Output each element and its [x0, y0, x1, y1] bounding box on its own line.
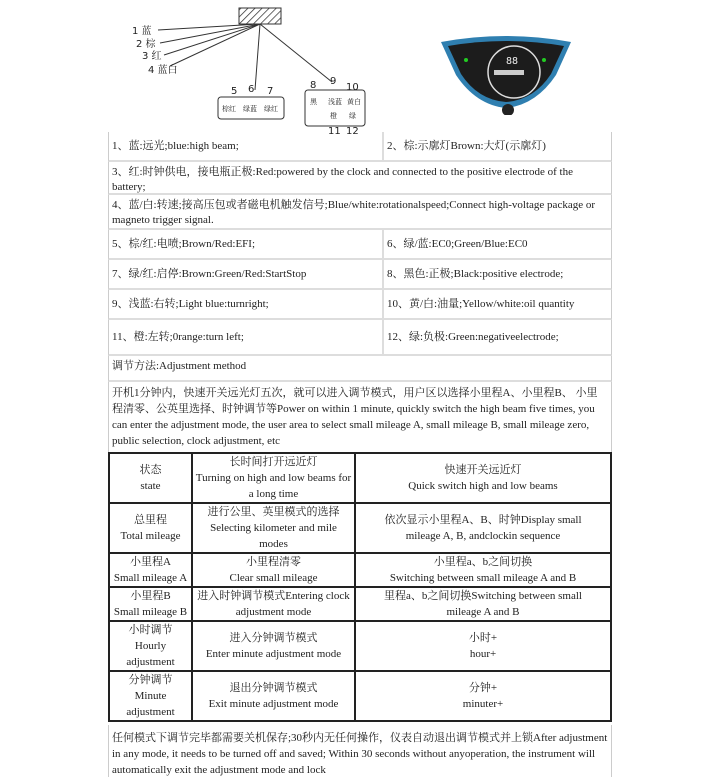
- table-row: [109, 503, 611, 553]
- text: 进入时钟调节模式Entering clock: [197, 590, 350, 602]
- adjust-intro: 开机1分钟内，快速开关远光灯五次，就可以进入调节模式，用户区以选择小里程A、小里程B、 小里程清零、公英里选择、时钟调节等Power on within 1 minute, quickly switch the high beam five times, you can enter the adjustment mode, the user area to select small mileage A, small mileage B, small mileage zero, public selection, clock adjustment, etc: [112, 387, 598, 447]
- wire-row: [108, 320, 612, 356]
- text: 6、绿/蓝:EC0;Green/Blue:EC0: [387, 237, 528, 250]
- text: mileage A and B: [446, 606, 520, 618]
- table-row: [109, 621, 611, 671]
- adjust-title: 调节方法:Adjustment method: [112, 360, 247, 372]
- text: 2、棕:示廓灯Brown:大灯(示廓灯): [387, 139, 546, 152]
- text: 5、棕/红:电喷;Brown/Red:EFI;: [109, 230, 384, 258]
- text: adjustment mode: [235, 606, 312, 618]
- wire-row: [108, 132, 612, 162]
- footer-note: 任何模式下调节完毕都需要关机保存;30秒内无任何操作，仪表自动退出调节模式并上锁After adjustment in any mode, it needs to be turned off and saved; Within 30 seconds without anyoperation, the instrument will automatically exit the adjustment mode and lock: [112, 732, 608, 776]
- wire-row: [108, 290, 612, 320]
- text: 状态: [139, 464, 162, 476]
- text: 小里程a、b之间切换: [433, 556, 533, 568]
- text: 小里程A: [130, 556, 171, 568]
- text: Quick switch high and low beams: [408, 480, 558, 492]
- wire-label: 3 红: [142, 51, 162, 62]
- text: Small mileage B: [113, 606, 188, 618]
- text: 6: [248, 84, 255, 95]
- table-row: [109, 553, 611, 587]
- text: Minute adjustment: [126, 690, 175, 718]
- text: Total mileage: [120, 530, 181, 542]
- text: 依次显示小里程A、B、时钟Display small: [384, 514, 582, 526]
- text: Switching between small mileage A and B: [389, 572, 577, 584]
- text: 退出分钟调节模式: [229, 682, 318, 694]
- text: 4、蓝/白:转速;接高压包或者磁电机触发信号;Blue/white:rotationalspeed;Connect high-voltage package or magneto trigger signal.: [112, 199, 595, 226]
- text: 9、浅蓝:右转;Light blue:turnright;: [109, 290, 384, 318]
- text: Clear small mileage: [229, 572, 318, 584]
- table-row: [109, 671, 611, 721]
- text: Exit minute adjustment mode: [208, 698, 339, 710]
- text: minuter+: [462, 698, 504, 710]
- text: 绿红: [264, 105, 278, 113]
- text: Hourly adjustment: [126, 640, 175, 668]
- text: 绿: [349, 112, 356, 120]
- text: 3、红:时钟供电，接电瓶正极:Red:powered by the clock and connected to the positive electrode of the battery;: [112, 166, 573, 193]
- text: 棕红: [222, 105, 236, 113]
- text: 黑: [310, 98, 317, 106]
- text: 绿蓝: [243, 105, 257, 113]
- wiring-diagram: [100, 0, 400, 135]
- text: mileage A, B, andclockin sequence: [405, 530, 561, 542]
- text: state: [140, 480, 161, 492]
- text: 88: [506, 56, 519, 67]
- text: 小里程清零: [246, 556, 301, 568]
- text: 12、绿:负极:Green:negativeelectrode;: [387, 330, 559, 343]
- text: 8、黑色:正极;Black:positive electrode;: [387, 267, 564, 280]
- text: 10、黄/白:油量;Yellow/white:oil quantity: [387, 297, 575, 310]
- adjustment-table: [108, 452, 612, 722]
- text: 8: [310, 80, 317, 91]
- table-header-row: [109, 453, 611, 503]
- text: 进入分钟调节模式: [229, 632, 318, 644]
- text: 7、绿/红:启停:Brown:Green/Red:StartStop: [109, 260, 384, 288]
- text: 黄白: [347, 98, 361, 106]
- wire-label: 2 棕: [136, 39, 156, 50]
- text: 里程a、b之间切换Switching between small: [384, 590, 582, 602]
- text: 总里程: [134, 514, 167, 526]
- text: 11、橙:左转;0range:turn left;: [109, 320, 384, 354]
- table-row: [109, 587, 611, 621]
- text: 小里程B: [130, 590, 171, 602]
- text: 7: [267, 86, 274, 97]
- text: Turning on high and low beams for a long time: [195, 472, 352, 500]
- wire-label: 1 蓝: [132, 26, 152, 37]
- text: Small mileage A: [113, 572, 188, 584]
- text: 长时间打开远近灯: [229, 456, 318, 468]
- text: 10: [346, 82, 359, 93]
- text: hour+: [469, 648, 497, 660]
- text: 分钟+: [468, 682, 498, 694]
- text: 分钟调节: [128, 674, 173, 686]
- text: 小时调节: [128, 624, 173, 636]
- text: 12: [346, 126, 359, 135]
- spec-sheet: [108, 132, 612, 777]
- text: 1、蓝:远光;blue:high beam;: [109, 132, 384, 160]
- text: 进行公里、英里模式的选择: [207, 506, 340, 518]
- text: 11: [328, 126, 341, 135]
- wire-row: [108, 195, 612, 230]
- dashboard-gauge-image: [436, 30, 576, 115]
- wire-row: [108, 260, 612, 290]
- text: 9: [330, 76, 337, 87]
- text: 小时+: [468, 632, 498, 644]
- text: 5: [231, 86, 238, 97]
- wire-row: [108, 230, 612, 260]
- text: Enter minute adjustment mode: [205, 648, 342, 660]
- text: 浅蓝: [328, 98, 342, 106]
- wire-label: 4 蓝白: [148, 65, 178, 76]
- wire-row: [108, 162, 612, 195]
- text: 快速开关远近灯: [444, 464, 522, 476]
- text: 橙: [330, 112, 337, 120]
- text: Selecting kilometer and mile modes: [210, 522, 337, 550]
